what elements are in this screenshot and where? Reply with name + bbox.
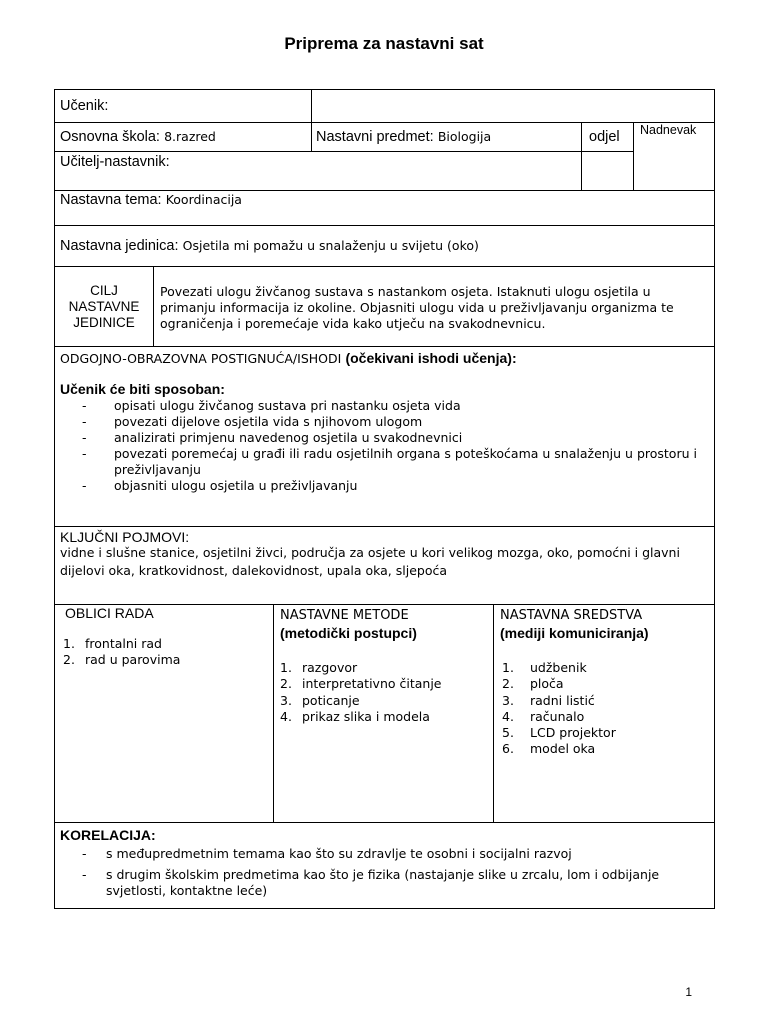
list-item: 3. radni listić [502, 692, 595, 708]
cilj-text [160, 284, 674, 332]
skola-field [60, 129, 216, 146]
cilj-line: Povezati ulogu živčanog sustava s nastankom osjeta. Istaknuti ulogu osjetila u [160, 284, 651, 299]
list-item: - povezati poremećaj u građi ili radu osjetilnih organa s poteškoćama u snalaženju u prostoru i [82, 446, 697, 461]
list-item: 4. prikaz slika i modela [280, 708, 430, 724]
list-item-continuation: svjetlosti, kontaktne leće) [106, 883, 268, 898]
cilj-line: primanju informacija iz okoline. Objasniti ulogu vida u preživljavanju organizma te [160, 300, 674, 315]
row-divider [54, 225, 715, 226]
col-divider [493, 604, 494, 822]
list-item: 1. udžbenik [502, 660, 587, 675]
list-item-continuation: preživljavanju [114, 462, 201, 477]
jedinica-value: Osjetila mi pomažu u snalaženju u svijetu (oko) [182, 238, 479, 253]
jedinica-field [60, 238, 479, 255]
list-item: - opisati ulogu živčanog sustava pri nastanku osjeta vida [82, 398, 461, 413]
col-divider [633, 122, 634, 190]
list-item: 2. rad u parovima [63, 652, 181, 668]
sredstva-list [502, 660, 616, 758]
metode-subheading: (metodički postupci) [280, 625, 417, 641]
list-item: 1. frontalni rad [63, 636, 162, 651]
form-table [54, 89, 715, 909]
ishodi-heading-text: ODGOJNO-OBRAZOVNA POSTIGNUĆA/ISHODI [60, 351, 342, 366]
list-item: 2. ploča [502, 676, 564, 692]
metode-list [280, 660, 441, 725]
list-item: 6. model oka [502, 741, 596, 757]
list-item: 3. poticanje [280, 692, 360, 708]
page-title: Priprema za nastavni sat [284, 34, 484, 53]
korelacija-heading: KORELACIJA: [60, 827, 156, 843]
col-divider [273, 604, 274, 822]
list-item: 5. LCD projektor [502, 725, 616, 741]
list-item: - s međupredmetnim temama kao što su zdravlje te osobni i socijalni razvoj [82, 846, 572, 861]
skola-label: Osnovna škola: [60, 129, 160, 145]
row-divider [54, 190, 715, 191]
pojmovi-heading: KLJUČNI POJMOVI: [60, 529, 190, 545]
cilj-label-line: CILJ [90, 283, 118, 298]
cilj-label [55, 283, 153, 331]
sredstva-heading: NASTAVNA SREDSTVA [500, 608, 643, 623]
list-item: 1. razgovor [280, 660, 358, 675]
ucitelj-label: Učitelj-nastavnik: [60, 154, 170, 170]
list-item: - povezati dijelove osjetila vida s njihovom ulogom [82, 414, 423, 429]
predmet-field [316, 129, 491, 146]
sredstva-subheading: (mediji komuniciranja) [500, 625, 649, 641]
korelacija-list [82, 846, 702, 899]
skola-value: 8.razred [164, 129, 216, 144]
cilj-line: ograničenja i poremećaje vida kako utječu na svakodnevnicu. [160, 316, 546, 331]
col-divider [311, 89, 312, 151]
list-item: 2. interpretativno čitanje [280, 676, 442, 692]
ishodi-heading-suffix: (očekivani ishodi učenja): [345, 350, 517, 366]
predmet-label: Nastavni predmet: [316, 129, 434, 145]
tema-field [60, 192, 242, 209]
ishodi-list [82, 398, 702, 494]
odjel-label: odjel [589, 129, 620, 145]
list-item: - s drugim školskim predmetima kao što je fizika (nastajanje slike u zrcalu, lom i odbijanje [82, 867, 660, 882]
oblici-list [63, 636, 180, 669]
row-divider [54, 122, 715, 123]
pojmovi-text: vidne i slušne stanice, osjetilni živci, područja za osjete u kori velikog mozga, oko, pomoćni i glavni dijelovi oka, kratkovidnost, dalekovidnost, upala oka, sljepoća [60, 545, 680, 578]
ucenik-label: Učenik: [60, 98, 109, 114]
tema-label: Nastavna tema: [60, 192, 162, 208]
ishodi-subheading: Učenik će biti sposoban: [60, 381, 225, 397]
list-item: 4. računalo [502, 708, 585, 724]
col-divider [153, 266, 154, 346]
col-divider [581, 122, 582, 190]
jedinica-label: Nastavna jedinica: [60, 238, 179, 254]
page-number: 1 [685, 985, 692, 999]
nadnevak-label: Nadnevak [640, 123, 697, 137]
tema-value: Koordinacija [165, 192, 242, 207]
list-item: - objasniti ulogu osjetila u preživljavanju [82, 478, 358, 493]
row-divider [54, 346, 715, 347]
oblici-heading: OBLICI RADA [65, 605, 154, 621]
cilj-label-line: NASTAVNE [68, 299, 140, 314]
list-item: - analizirati primjenu navedenog osjetila u svakodnevnici [82, 430, 463, 445]
ishodi-heading [60, 350, 517, 368]
predmet-value: Biologija [437, 129, 492, 144]
metode-heading: NASTAVNE METODE [280, 608, 409, 623]
row-divider [54, 822, 715, 823]
row-divider [54, 151, 634, 152]
row-divider [54, 526, 715, 527]
cilj-label-line: JEDINICE [73, 315, 135, 330]
